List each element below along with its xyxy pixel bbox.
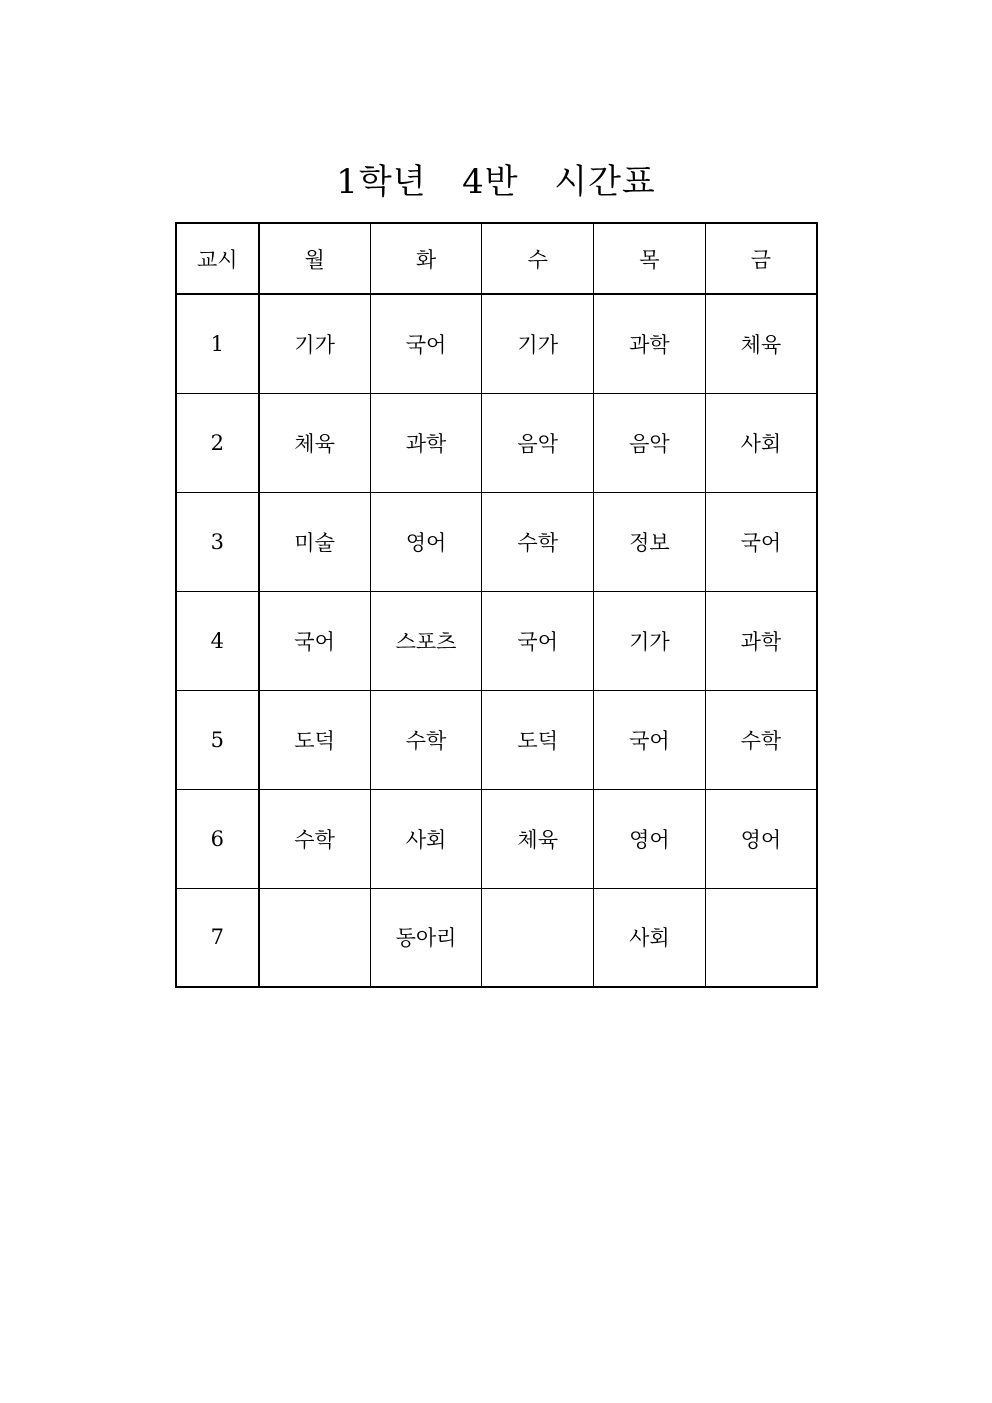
subject-cell: 과학 — [705, 591, 817, 690]
subject-cell: 스포츠 — [370, 591, 482, 690]
subject-cell: 사회 — [594, 888, 706, 987]
subject-cell: 영어 — [594, 789, 706, 888]
subject-cell: 기가 — [259, 294, 371, 393]
subject-cell: 도덕 — [259, 690, 371, 789]
subject-cell: 수학 — [370, 690, 482, 789]
subject-cell: 국어 — [705, 492, 817, 591]
day-header-wed: 수 — [482, 223, 594, 294]
day-header-thu: 목 — [594, 223, 706, 294]
day-header-mon: 월 — [259, 223, 371, 294]
table-row — [176, 294, 817, 393]
period-cell: 2 — [176, 393, 259, 492]
period-cell: 6 — [176, 789, 259, 888]
subject-cell: 체육 — [482, 789, 594, 888]
timetable — [175, 222, 818, 988]
subject-cell: 국어 — [370, 294, 482, 393]
subject-cell: 국어 — [594, 690, 706, 789]
subject-cell: 수학 — [705, 690, 817, 789]
subject-cell: 영어 — [370, 492, 482, 591]
day-header-tue: 화 — [370, 223, 482, 294]
subject-cell: 정보 — [594, 492, 706, 591]
period-header: 교시 — [176, 223, 259, 294]
subject-cell: 과학 — [370, 393, 482, 492]
table-row — [176, 492, 817, 591]
day-header-fri: 금 — [705, 223, 817, 294]
subject-cell: 기가 — [594, 591, 706, 690]
subject-cell: 수학 — [482, 492, 594, 591]
table-row — [176, 690, 817, 789]
subject-cell: 음악 — [482, 393, 594, 492]
period-cell: 5 — [176, 690, 259, 789]
subject-cell: 음악 — [594, 393, 706, 492]
subject-cell: 도덕 — [482, 690, 594, 789]
subject-cell — [705, 888, 817, 987]
subject-cell: 미술 — [259, 492, 371, 591]
subject-cell: 국어 — [482, 591, 594, 690]
table-row — [176, 591, 817, 690]
table-row — [176, 888, 817, 987]
subject-cell — [259, 888, 371, 987]
subject-cell: 과학 — [594, 294, 706, 393]
period-cell: 7 — [176, 888, 259, 987]
period-cell: 3 — [176, 492, 259, 591]
subject-cell — [482, 888, 594, 987]
table-row — [176, 789, 817, 888]
table-row — [176, 393, 817, 492]
subject-cell: 기가 — [482, 294, 594, 393]
header-row — [176, 223, 817, 294]
subject-cell: 수학 — [259, 789, 371, 888]
subject-cell: 사회 — [370, 789, 482, 888]
period-cell: 4 — [176, 591, 259, 690]
subject-cell: 동아리 — [370, 888, 482, 987]
subject-cell: 영어 — [705, 789, 817, 888]
subject-cell: 사회 — [705, 393, 817, 492]
subject-cell: 국어 — [259, 591, 371, 690]
page-title: 1학년 4반 시간표 — [336, 162, 656, 202]
period-cell: 1 — [176, 294, 259, 393]
subject-cell: 체육 — [259, 393, 371, 492]
subject-cell: 체육 — [705, 294, 817, 393]
